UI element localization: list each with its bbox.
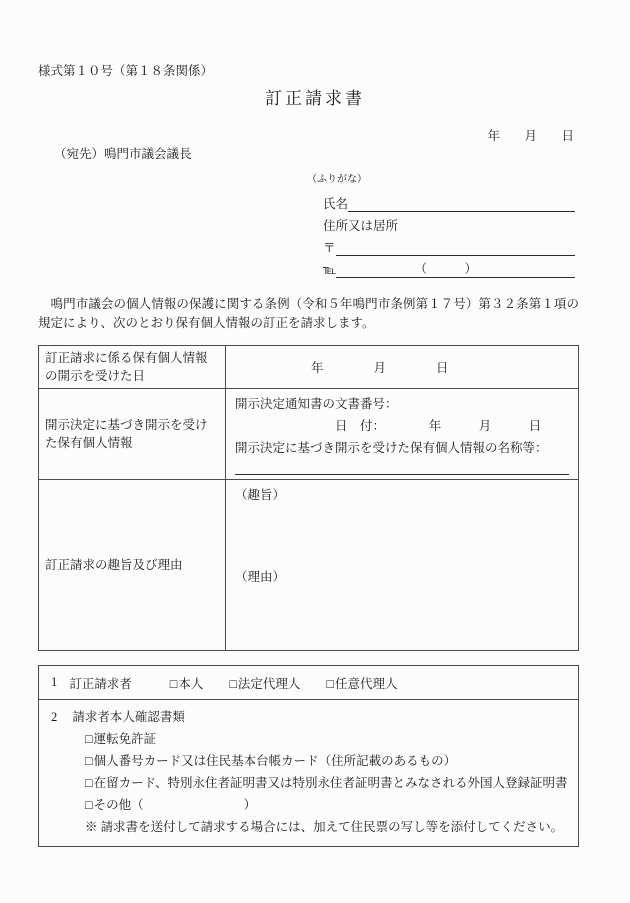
item-label: 在留カード、特別永住者証明書又は特別永住者証明書とみなされる外国人登録証明書 [93, 776, 568, 790]
name-row [323, 190, 575, 212]
checkbox-icon: □ [229, 676, 237, 691]
checkbox-icon: □ [85, 798, 93, 812]
table-row [39, 346, 579, 389]
checkbox-mynumber-card[interactable] [85, 750, 568, 772]
form-number: 様式第１０号（第１８条関係） [38, 64, 214, 78]
table-row [39, 666, 579, 700]
table-row [39, 389, 579, 480]
checkbox-icon: □ [326, 676, 334, 691]
item-label: 個人番号カード又は住民基本台帳カード（住所記載のあるもの） [93, 754, 457, 768]
checkbox-icon: □ [85, 754, 93, 768]
row-label-disclosure-date: 訂正請求に係る保有個人情報の開示を受けた日 [39, 346, 226, 389]
disclosure-date-value: 年 月 日 [311, 361, 449, 375]
postal-row [323, 234, 575, 256]
identity-documents-cell [39, 700, 579, 847]
tel-parens: （ ） [414, 262, 477, 276]
name-field-line[interactable] [348, 189, 575, 212]
furigana-label: （ふりがな） [307, 174, 367, 185]
tel-row [323, 256, 575, 278]
postal-mark: 〒 [323, 241, 336, 255]
info-name-field-line[interactable] [235, 461, 569, 475]
name-label: 氏名 [323, 197, 349, 211]
checkbox-self[interactable] [170, 674, 204, 692]
date-line: 年 月 日 [487, 129, 580, 143]
requester-type-cell [39, 666, 579, 700]
disclosed-info-cell[interactable] [226, 389, 579, 480]
table-row [39, 480, 579, 651]
item-label: 運転免許証 [93, 732, 157, 746]
requester-table [38, 665, 579, 847]
page-title: 訂正請求書 [265, 89, 365, 108]
address-label: 住所又は居所 [323, 219, 399, 233]
checkbox-voluntary-representative[interactable] [326, 674, 397, 692]
row-label-disclosed-info: 開示決定に基づき開示を受けた保有個人情報 [39, 389, 226, 480]
option-label: 法定代理人 [237, 676, 301, 691]
item-number: 1 [51, 675, 58, 689]
applicant-block [307, 173, 575, 278]
correction-detail-table [38, 345, 579, 651]
checkbox-drivers-license[interactable] [85, 728, 568, 750]
table-row [39, 700, 579, 847]
reason-label: （理由） [235, 570, 286, 584]
item-number: 2 [51, 710, 58, 724]
checkbox-icon: □ [85, 732, 93, 746]
option-label: 任意代理人 [334, 676, 398, 691]
doc-date-label: 日 付： 年 月 日 [335, 419, 542, 433]
address-row [323, 212, 575, 234]
checkbox-residence-card[interactable] [85, 772, 568, 794]
postal-field-line[interactable] [336, 233, 575, 256]
purpose-label: （趣旨） [235, 488, 286, 502]
checkbox-icon: □ [85, 776, 93, 790]
checkbox-other[interactable] [85, 794, 568, 816]
option-label: 本人 [178, 676, 204, 691]
row-label-purpose-reason: 訂正請求の趣旨及び理由 [39, 480, 226, 651]
checkbox-icon: □ [169, 676, 178, 691]
tel-field-line[interactable] [336, 255, 575, 278]
body-paragraph: 鳴門市議会の個人情報の保護に関する条例（令和５年鳴門市条例第１７号）第３２条第１項の規定により、次のとおり保有個人情報の訂正を請求します。 [38, 297, 579, 330]
requester-label: 訂正請求者 [69, 676, 132, 691]
doc-number-label: 開示決定通知書の文書番号： [235, 397, 398, 411]
disclosure-date-cell[interactable] [226, 346, 579, 389]
info-name-label: 開示決定に基づき開示を受けた保有個人情報の名称等： [235, 441, 548, 455]
addressee: （宛先）鳴門市議会議長 [54, 147, 192, 161]
tel-mark: ℡ [323, 263, 337, 277]
item-label: その他（ ） [93, 798, 257, 812]
mailing-note: ※ 請求書を送付して請求する場合には、加えて住民票の写し等を添付してください。 [85, 820, 564, 834]
checkbox-legal-representative[interactable] [229, 674, 300, 692]
purpose-reason-cell[interactable] [226, 480, 579, 651]
identity-documents-label: 請求者本人確認書類 [72, 710, 185, 724]
